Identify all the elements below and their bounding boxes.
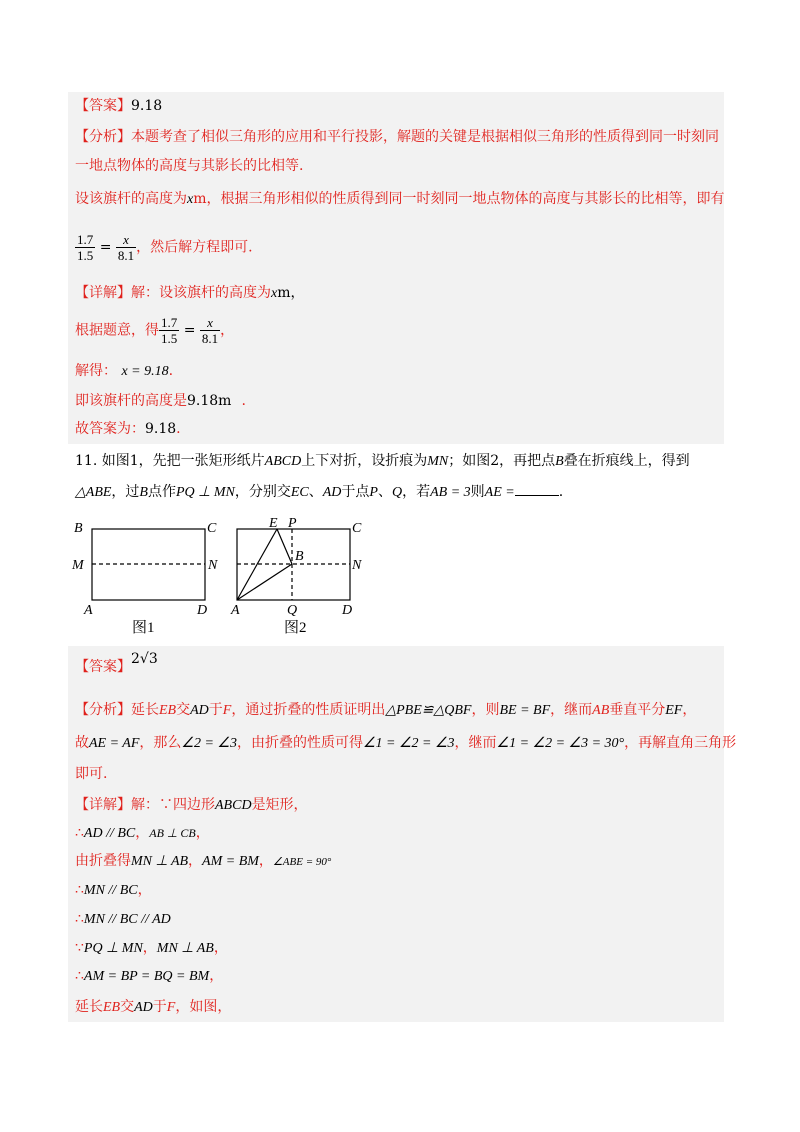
- analysis-text: ，则: [471, 702, 500, 718]
- q11-question-line1: [75, 451, 690, 472]
- detail-text: ∴: [75, 825, 84, 841]
- q11-detail-line7: [75, 966, 223, 987]
- question-text: 、: [377, 484, 392, 500]
- math: MN // BC: [83, 883, 138, 898]
- denominator: 8.1: [201, 331, 219, 346]
- question-text: 、: [308, 484, 323, 500]
- detail-text: 是矩形，: [251, 797, 308, 813]
- q10-analysis-line2: [75, 156, 303, 176]
- analysis-text: ，那么: [139, 735, 182, 751]
- math: B: [555, 454, 564, 469]
- q11-analysis-line1: [75, 700, 696, 721]
- math: P: [369, 485, 378, 500]
- value: 9.18: [145, 421, 177, 437]
- math: AD: [190, 703, 209, 718]
- answer-value: 2√3: [131, 651, 158, 667]
- analysis-text: 一地点物体的高度与其影长的比相等.: [75, 158, 304, 174]
- detail-text: ∴: [75, 968, 84, 984]
- analysis-text: 即可.: [75, 766, 108, 782]
- q11-answer: [75, 651, 158, 677]
- question-text: ，过: [111, 484, 140, 500]
- figure-2: [225, 515, 380, 640]
- math: MN ⊥ AB: [156, 941, 214, 956]
- unit: m，: [277, 285, 305, 301]
- detail-text: ，: [142, 940, 157, 956]
- label-B: B: [74, 521, 83, 536]
- detail-text: ，如图，: [175, 999, 232, 1015]
- fraction-1: [159, 315, 179, 346]
- analysis-text: ，由折叠的性质可得: [236, 735, 363, 751]
- math: ∠ABE = 90°: [272, 856, 332, 868]
- question-text: 点作: [147, 484, 176, 500]
- detail-text: 解：设该旗杆的高度为: [131, 285, 271, 301]
- question-number: 11.: [75, 453, 98, 469]
- q11-detail-line6: [75, 938, 228, 959]
- q11-detail-line2: [75, 823, 210, 844]
- analysis-label: 【分析】: [75, 129, 131, 145]
- detail-text: .: [168, 363, 174, 379]
- question-text: 叠在折痕线上，得到: [563, 453, 690, 469]
- detail-text: .: [241, 393, 246, 409]
- question-text: 则: [470, 484, 485, 500]
- q10-answer: [75, 96, 162, 116]
- label-N: N: [352, 558, 362, 573]
- detail-text: 解得：: [75, 363, 117, 379]
- math: EC: [290, 485, 309, 500]
- equation: x = 9.18: [121, 364, 169, 379]
- figure-1: [70, 515, 230, 640]
- label-D: D: [342, 603, 353, 618]
- math: △PBE≌△QBF: [385, 703, 472, 718]
- detail-text: 于: [152, 999, 167, 1015]
- math: AD: [322, 485, 342, 500]
- question-text: ；如图2，再把点: [448, 453, 556, 469]
- label-D: D: [197, 603, 208, 618]
- math: AM = BM: [202, 854, 259, 869]
- analysis-text: ，: [682, 702, 697, 718]
- question-text: ，分别交: [234, 484, 291, 500]
- detail-label: 【详解】: [75, 797, 131, 813]
- q10-detail-line1: [75, 283, 305, 304]
- figure-2-caption: 图2: [284, 620, 307, 636]
- q11-analysis-line2: [75, 733, 736, 754]
- detail-text: 即该旗杆的高度是: [75, 393, 187, 409]
- q11-question-line2: [75, 481, 563, 503]
- answer-label: 【答案】: [75, 659, 131, 675]
- q11-detail-line8: [75, 997, 231, 1018]
- math: AB: [592, 703, 610, 718]
- label-M: M: [72, 558, 84, 573]
- detail-text: ∵: [75, 940, 84, 956]
- denominator: 8.1: [117, 248, 135, 263]
- math: EB: [103, 1000, 121, 1015]
- math: AB = 3: [430, 485, 471, 500]
- q10-detail-line3: [75, 361, 173, 382]
- math: ∠2 = ∠3: [181, 736, 237, 751]
- math: PQ ⊥ MN: [175, 485, 235, 500]
- q10-detail-line2: 根据题意，得 $\frac{1.7}{1.5}$ = $\frac{x}{8.1}$ ，: [75, 315, 235, 346]
- math: AD: [134, 1000, 153, 1015]
- detail-text: ，: [220, 322, 235, 339]
- detail-text: ∴: [75, 882, 84, 898]
- detail-text: .: [176, 421, 181, 437]
- detail-text: ，: [135, 825, 150, 841]
- analysis-text: ，再解直角三角形: [624, 735, 737, 751]
- math: B: [139, 485, 148, 500]
- math: ∠1 = ∠2 = ∠3: [362, 736, 455, 751]
- detail-text: ，: [209, 968, 224, 984]
- detail-text: 延长: [75, 999, 103, 1015]
- question-text: 如图1，先把一张矩形纸片: [101, 453, 265, 469]
- math: BE = BF: [499, 703, 551, 718]
- fraction-1: [75, 232, 95, 263]
- detail-text: ∴: [75, 911, 84, 927]
- label-B: B: [295, 549, 304, 564]
- analysis-text: 交: [176, 702, 191, 718]
- label-Q: Q: [287, 603, 298, 618]
- fraction-2: [200, 315, 220, 346]
- math: AE =: [484, 485, 515, 500]
- analysis-text: 延长: [131, 702, 159, 718]
- math: ABCD: [215, 798, 252, 813]
- label-C: C: [352, 521, 362, 536]
- q10-analysis-line1: [75, 127, 719, 147]
- math: F: [166, 1000, 176, 1015]
- q11-detail-line3: [75, 851, 331, 872]
- analysis-text: 垂直平分: [609, 702, 666, 718]
- analysis-text: 于: [208, 702, 223, 718]
- math: △ABE: [75, 485, 112, 500]
- detail-text: 故答案为：: [75, 421, 145, 437]
- detail-text: ，: [137, 882, 152, 898]
- detail-text: 交: [120, 999, 135, 1015]
- analysis-text: ，通过折叠的性质证明出: [231, 702, 386, 718]
- math: Q: [391, 485, 403, 500]
- analysis-text: 本题考查了相似三角形的应用和平行投影，解题的关键是根据相似三角形的性质得到同一时刻同: [131, 129, 719, 145]
- q10-detail-line4: [75, 391, 246, 411]
- detail-label: 【详解】: [75, 285, 131, 301]
- detail-text: 由折叠得: [75, 853, 131, 869]
- math: MN ⊥ AB: [131, 854, 189, 869]
- q11-detail-line4: [75, 880, 152, 901]
- answer-label: 【答案】: [75, 98, 131, 114]
- q10-analysis-line3: [75, 189, 725, 210]
- value: 9.18m: [187, 393, 232, 409]
- label-C: C: [207, 521, 217, 536]
- answer-value: 9.18: [131, 98, 163, 114]
- analysis-text: 故: [75, 735, 89, 751]
- answer-blank: [515, 481, 559, 496]
- label-E: E: [269, 516, 278, 531]
- analysis-text: ，继而: [454, 735, 497, 751]
- denominator: 1.5: [77, 248, 94, 263]
- detail-text: ，: [188, 853, 203, 869]
- math: EB: [159, 703, 177, 718]
- analysis-text: 设该旗杆的高度为: [75, 191, 187, 207]
- q11-detail-line1: [75, 795, 308, 816]
- math: MN // BC // AD: [83, 912, 171, 927]
- detail-text: ，: [195, 825, 210, 841]
- question-text: .: [558, 484, 564, 500]
- detail-text: ，: [213, 940, 228, 956]
- numerator: 1.7: [77, 232, 94, 247]
- analysis-text: m，根据三角形相似的性质得到同一时刻同一地点物体的高度与其影长的比相等，即有: [193, 191, 725, 207]
- question-text: ，若: [402, 484, 431, 500]
- math: AM = BP = BQ = BM: [83, 969, 210, 984]
- question-text: 于点: [341, 484, 370, 500]
- numerator: 1.7: [161, 315, 178, 330]
- numerator: x: [200, 315, 220, 331]
- label-P: P: [288, 516, 297, 531]
- fraction-2: [116, 232, 136, 263]
- label-A: A: [231, 603, 240, 618]
- math: F: [222, 703, 232, 718]
- detail-text: 根据题意，得: [75, 322, 159, 339]
- question-text: 上下对折，设折痕为: [301, 453, 428, 469]
- numerator: x: [116, 232, 136, 248]
- math: ∠1 = ∠2 = ∠3 = 30°: [496, 736, 625, 751]
- variable-x: x: [187, 192, 194, 207]
- math: AD // BC: [83, 826, 136, 841]
- q10-analysis-line4: $\frac{1.7}{1.5}$ = $\frac{x}{8.1}$ ，然后解方程即可.: [77, 232, 253, 263]
- math: ABCD: [264, 454, 302, 469]
- figure-1-caption: 图1: [132, 620, 155, 636]
- analysis-text: ，然后解方程即可.: [136, 239, 253, 256]
- math: AE = AF: [89, 736, 140, 751]
- math: PQ ⊥ MN: [83, 941, 143, 956]
- analysis-label: 【分析】: [75, 702, 131, 718]
- label-A: A: [84, 603, 93, 618]
- denominator: 1.5: [161, 331, 178, 346]
- variable-x: x: [271, 286, 278, 301]
- math: AB ⊥ CB: [149, 826, 196, 840]
- q11-analysis-line3: [75, 764, 107, 784]
- q10-detail-line5: [75, 419, 181, 439]
- q11-detail-line5: [75, 909, 171, 930]
- detail-text: ，: [258, 853, 273, 869]
- analysis-text: ，继而: [550, 702, 593, 718]
- math: EF: [665, 703, 683, 718]
- math: MN: [427, 454, 449, 469]
- detail-text: 解：∵四边形: [131, 797, 215, 813]
- label-N: N: [208, 558, 218, 573]
